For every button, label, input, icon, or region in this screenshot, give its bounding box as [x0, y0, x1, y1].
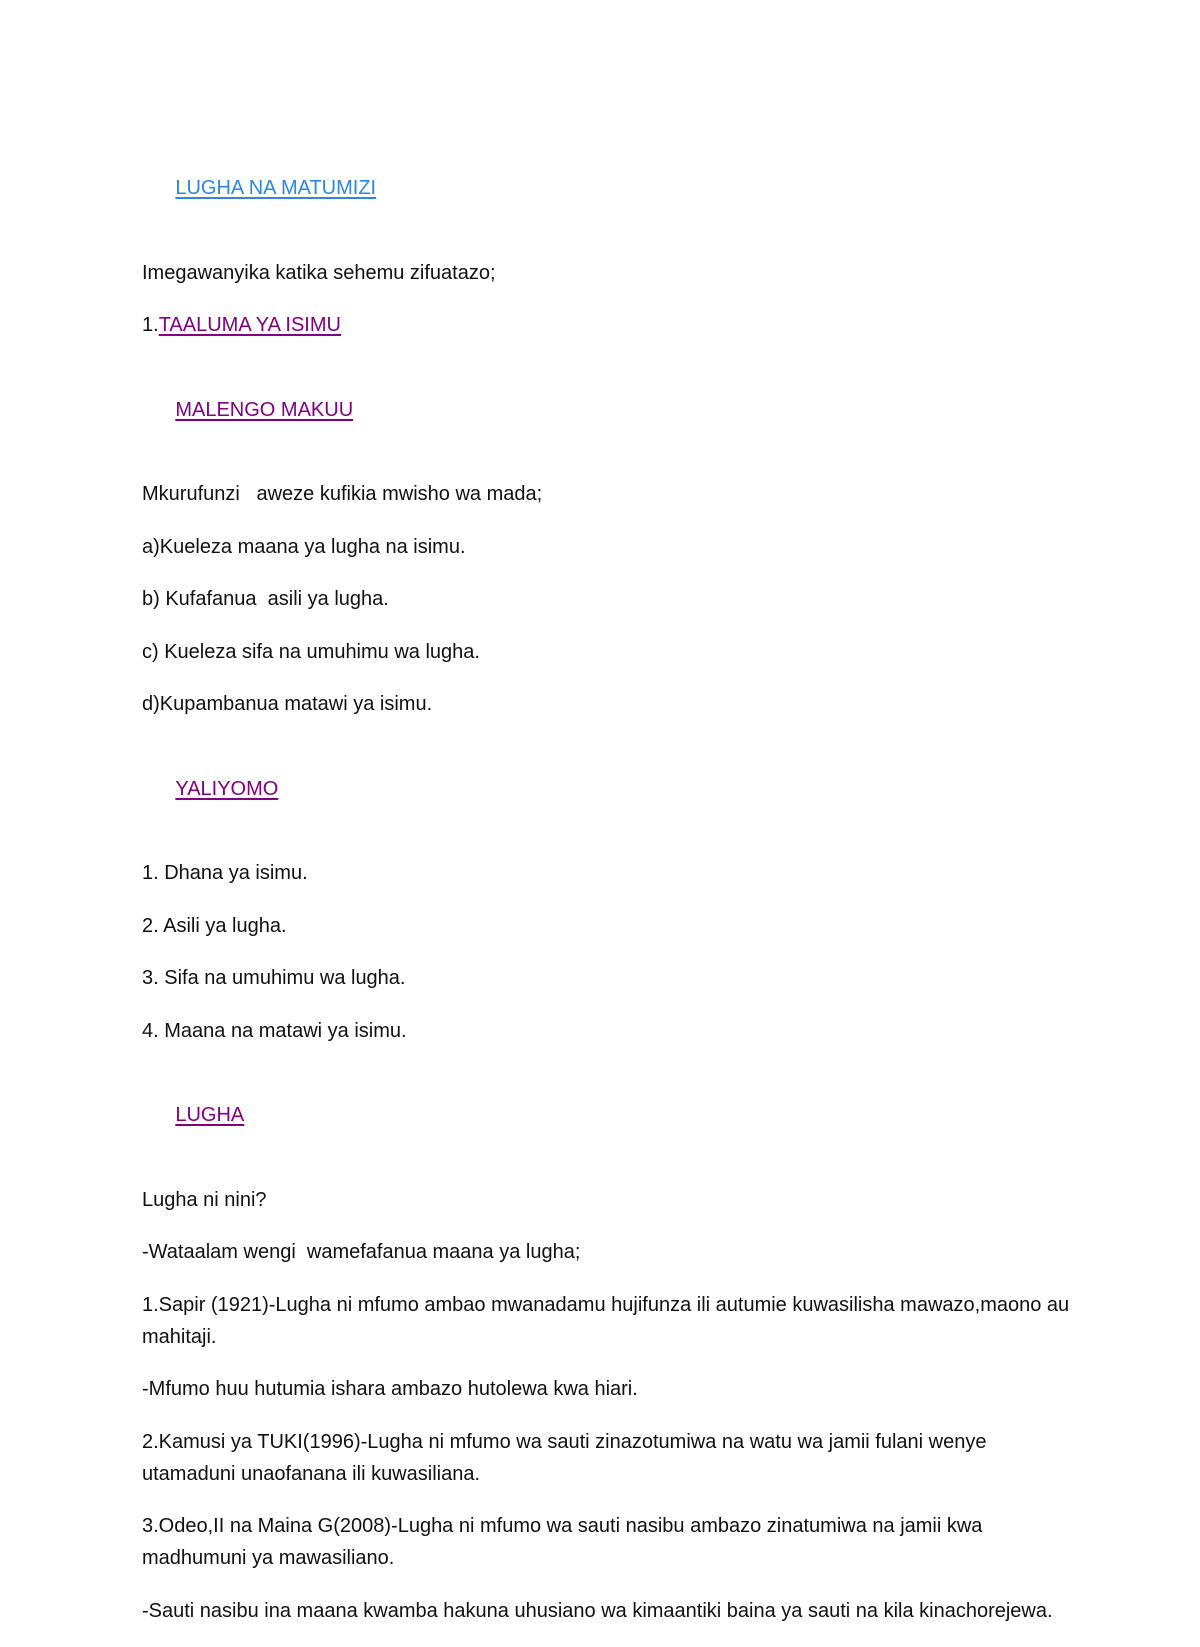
document-title-link[interactable]: LUGHA NA MATUMIZI: [175, 177, 377, 199]
objective-item: c) Kueleza sifa na umuhimu wa lugha.: [142, 640, 480, 663]
section-1-title-link[interactable]: TAALUMA YA ISIMU: [158, 314, 341, 336]
definition-paragraph: -Sauti nasibu ina maana kwamba hakuna uhusiano wa kimaantiki baina ya sauti na kila kinachorejewa.: [142, 1599, 1053, 1622]
objective-item: d)Kupambanua matawi ya isimu.: [142, 693, 433, 715]
objectives-heading-paragraph: [142, 362, 1072, 458]
contents-heading-paragraph: [142, 741, 1072, 837]
objectives-intro: Mkurufunzi aweze kufikia mwisho wa mada;: [142, 483, 543, 505]
contents-item: 1. Dhana ya isimu.: [142, 862, 308, 884]
contents-heading-link[interactable]: YALIYOMO: [175, 777, 279, 800]
lugha-heading-paragraph: [142, 1067, 1072, 1163]
definition-paragraph: 1.Sapir (1921)-Lugha ni mfumo ambao mwanadamu hujifunza ili autumie kuwasilisha mawazo,maono au mahitaji.: [142, 1293, 1075, 1348]
definitions-intro: -Wataalam wengi wamefafanua maana ya lugha;: [142, 1241, 581, 1263]
document-body: [142, 140, 1075, 1647]
contents-item: 2. Asili ya lugha.: [142, 914, 287, 937]
objective-item: a)Kueleza maana ya lugha na isimu.: [142, 535, 466, 558]
definition-paragraph: -Mfumo huu hutumia ishara ambazo hutolewa kwa hiari.: [142, 1378, 638, 1400]
contents-item: 4. Maana na matawi ya isimu.: [142, 1019, 407, 1042]
objectives-heading-link[interactable]: MALENGO MAKUU: [175, 398, 354, 421]
objective-item: b) Kufafanua asili ya lugha.: [142, 588, 389, 610]
intro-text: Imegawanyika katika sehemu zifuatazo;: [142, 261, 496, 284]
document-title-paragraph: [142, 140, 1072, 236]
definition-paragraph: 3.Odeo,II na Maina G(2008)-Lugha ni mfumo wa sauti nasibu ambazo zinatumiwa na jamii kwa madhumuni ya mawasiliano.: [142, 1515, 988, 1569]
lugha-heading-link[interactable]: LUGHA: [175, 1104, 245, 1126]
question-text: Lugha ni nini?: [142, 1188, 267, 1211]
contents-item: 3. Sifa na umuhimu wa lugha.: [142, 967, 406, 989]
definition-paragraph: 2.Kamusi ya TUKI(1996)-Lugha ni mfumo wa sauti zinazotumiwa na watu wa jamii fulani wenye utamaduni unaofanana ili kuwasiliana.: [142, 1430, 993, 1485]
section-1-heading: [142, 309, 1072, 341]
section-1-number: 1.: [142, 314, 159, 336]
